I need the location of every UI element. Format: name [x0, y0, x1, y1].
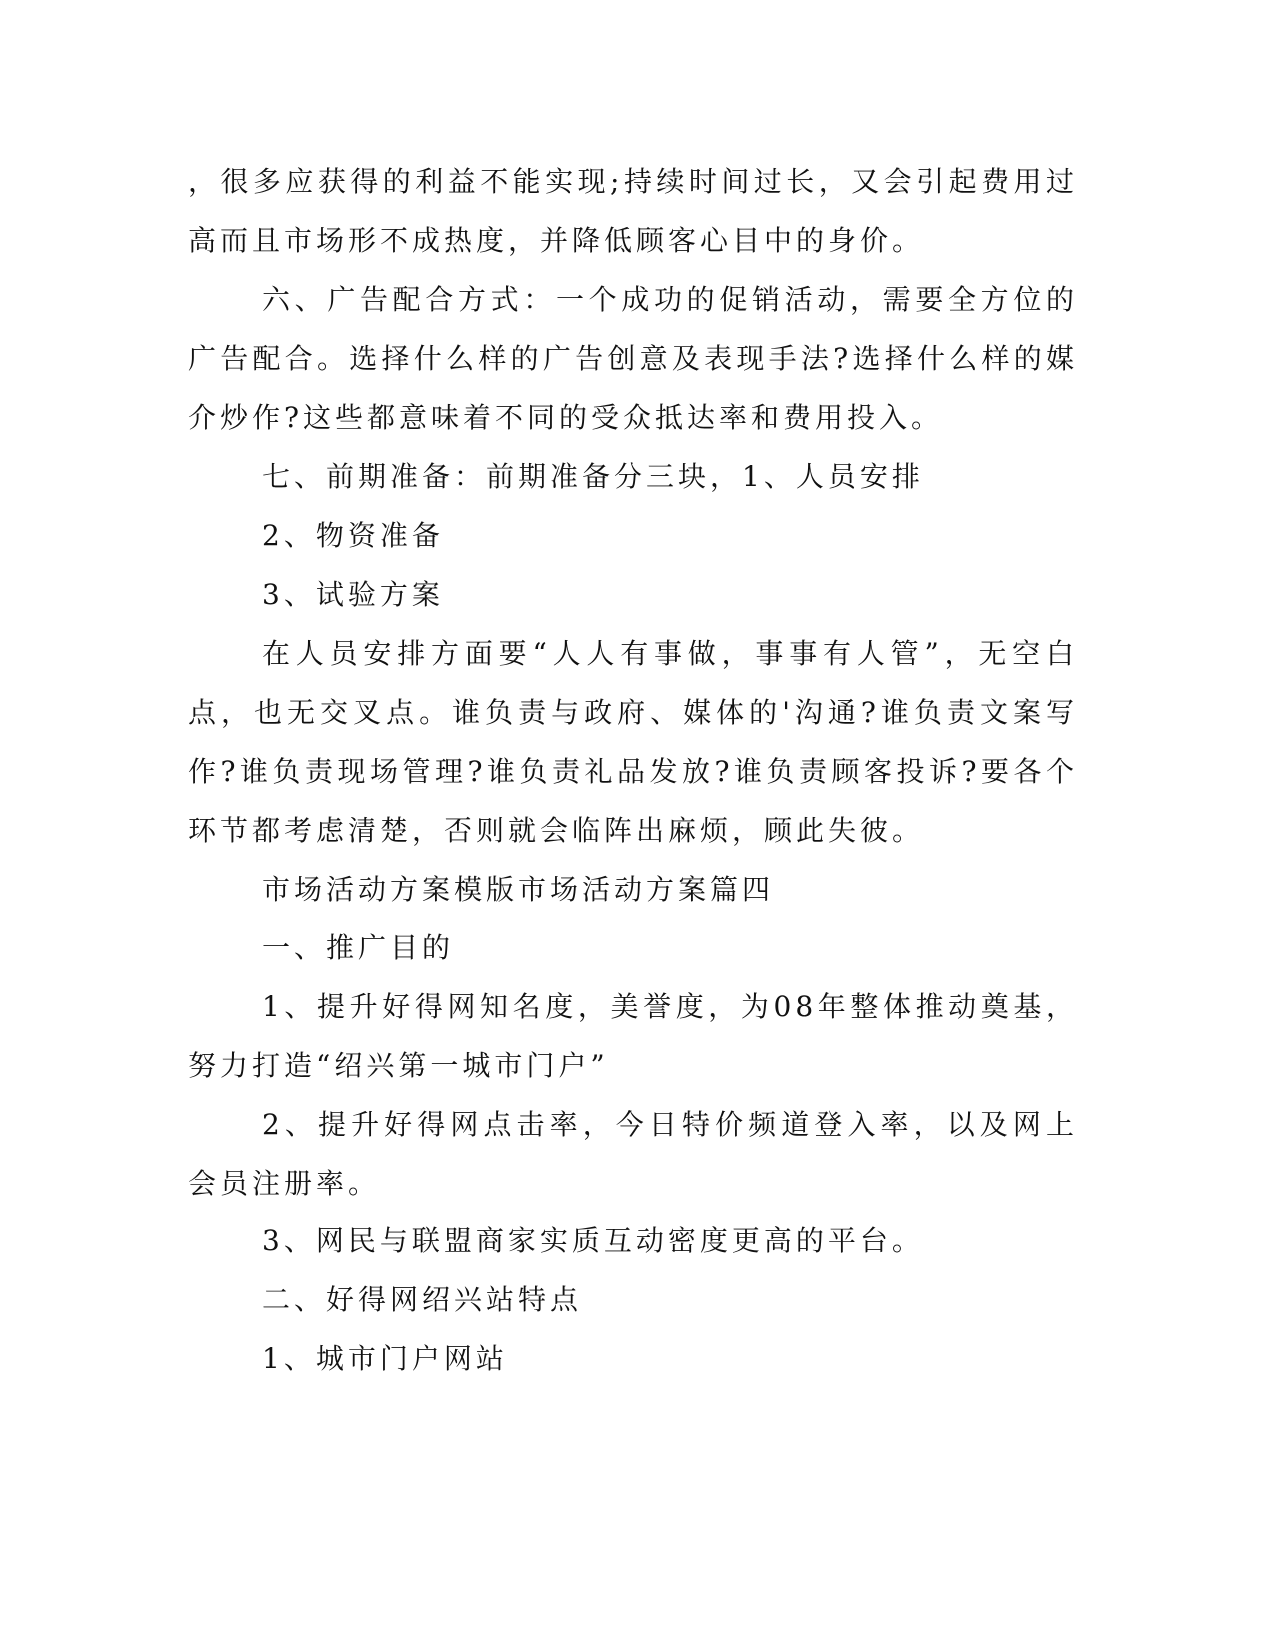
paragraph-continuation: ，很多应获得的利益不能实现;持续时间过长，又会引起费用过高而且市场形不成热度，并降低顾客心目中的身价。: [188, 165, 1078, 257]
section-heading-promotion-goal: 一、推广目的: [262, 931, 455, 964]
section-heading-site-features: 二、好得网绍兴站特点: [262, 1283, 583, 1316]
paragraph-test-plan: 3、试验方案: [262, 578, 444, 611]
paragraph-goal-2: 2、提升好得网点击率，今日特价频道登入率，以及网上会员注册率。: [188, 1108, 1078, 1200]
paragraph-feature-1: 1、城市门户网站: [262, 1342, 508, 1375]
paragraph-ad-coordination: 六、广告配合方式：一个成功的促销活动，需要全方位的广告配合。选择什么样的广告创意及表现手法?选择什么样的媒介炒作?这些都意味着不同的受众抵达率和费用投入。: [188, 283, 1078, 434]
paragraph-materials: 2、物资准备: [262, 519, 444, 552]
paragraph-goal-3: 3、网民与联盟商家实质互动密度更高的平台。: [262, 1224, 924, 1257]
paragraph-staff-arrangement: 在人员安排方面要“人人有事做，事事有人管”，无空白点，也无交叉点。谁负责与政府、媒体的'沟通?谁负责文案写作?谁负责现场管理?谁负责礼品发放?谁负责顾客投诉?要各个环节都考虑清楚，否则就会临阵出麻烦，顾此失彼。: [188, 637, 1078, 847]
section-heading-plan-four: 市场活动方案模版市场活动方案篇四: [262, 873, 775, 906]
paragraph-goal-1: 1、提升好得网知名度，美誉度，为08年整体推动奠基，努力打造“绍兴第一城市门户”: [188, 990, 1078, 1082]
paragraph-preparation: 七、前期准备：前期准备分三块，1、人员安排: [262, 460, 924, 493]
